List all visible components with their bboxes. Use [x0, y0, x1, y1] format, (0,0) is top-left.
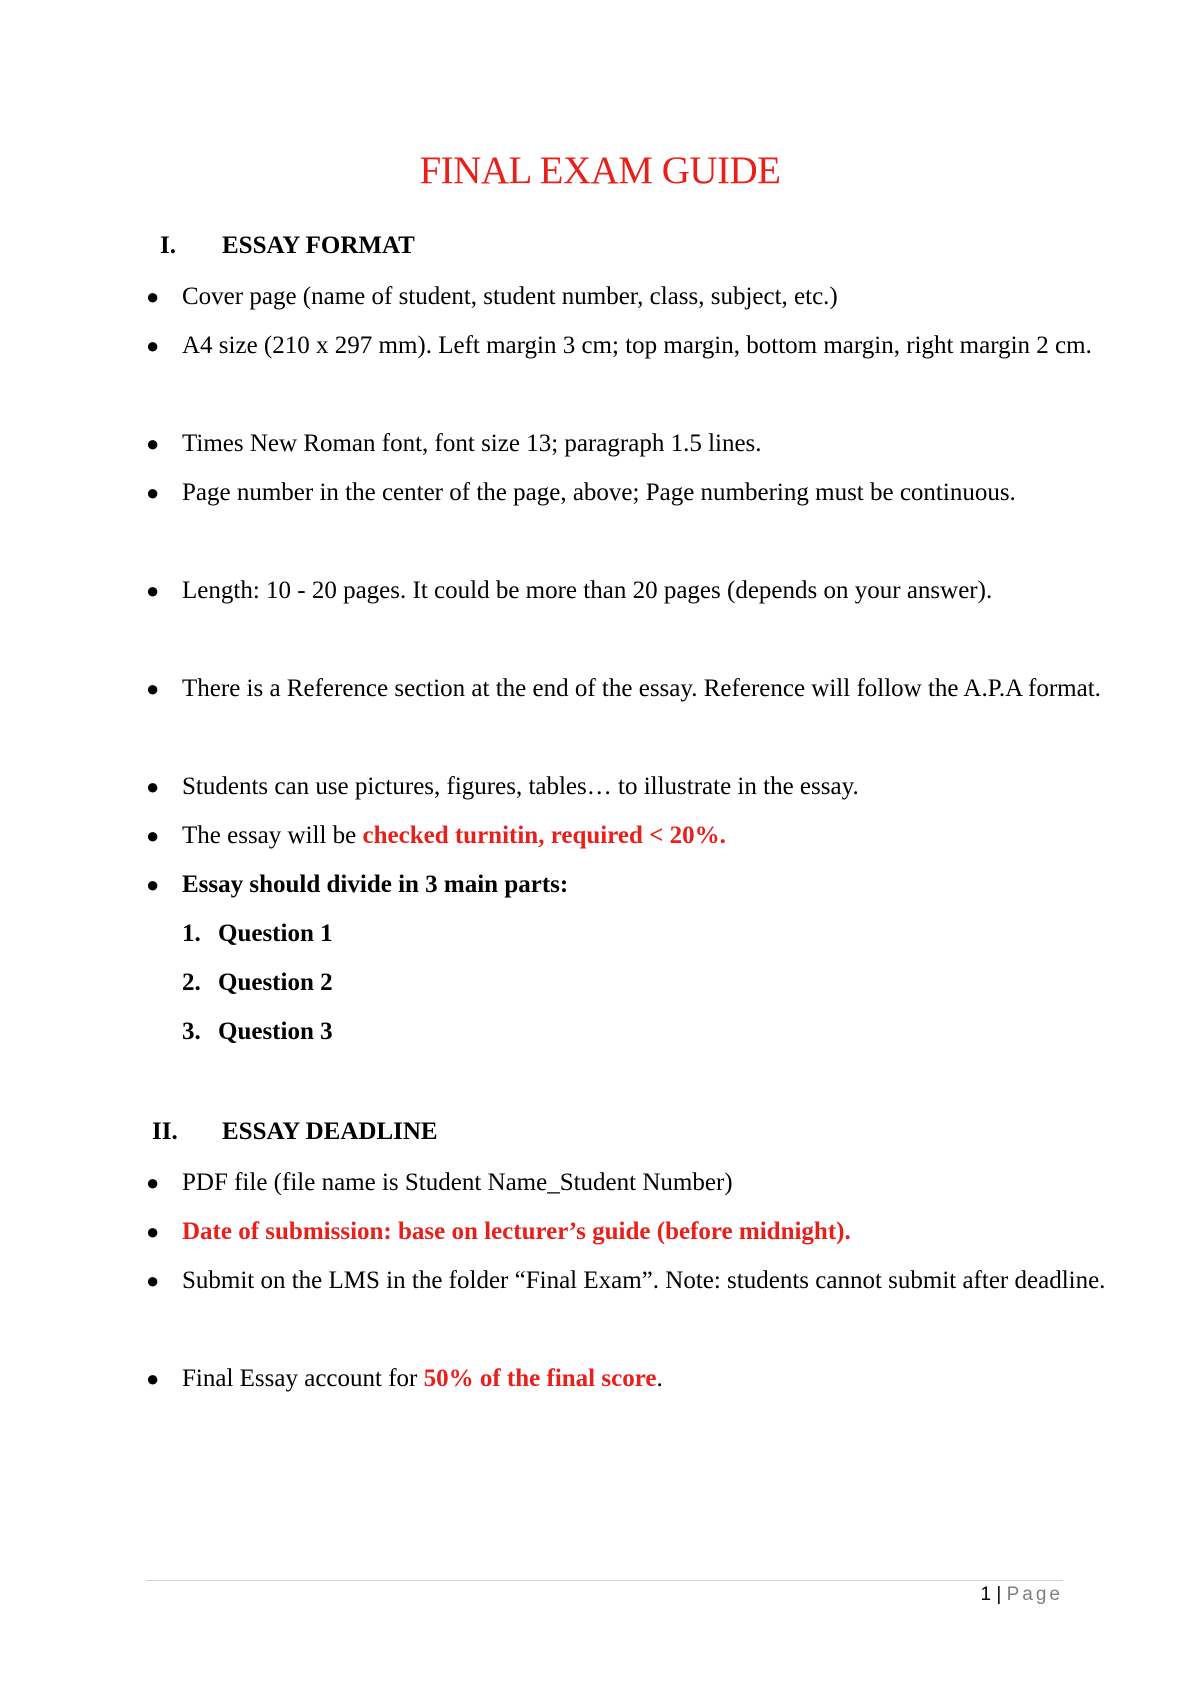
page-title: FINAL EXAM GUIDE — [419, 149, 781, 192]
section-number: I. — [160, 232, 176, 259]
bullet-icon: ● — [146, 333, 160, 358]
bullet-icon: ● — [146, 578, 160, 603]
list-item-text: Times New Roman font, font size 13; paragraph 1.5 lines. — [182, 430, 762, 457]
page-label: Page — [1006, 1584, 1063, 1605]
list-item-text: Cover page (name of student, student number, class, subject, etc.) — [182, 283, 838, 310]
list-item-text: Submit on the LMS in the folder “Final Exam”. Note: students cannot submit after deadline. — [182, 1267, 1106, 1294]
list-item-text — [182, 811, 1109, 860]
section-title: ESSAY FORMAT — [222, 232, 415, 259]
bullet-icon: ● — [146, 1268, 160, 1293]
bullet-icon: ● — [146, 823, 160, 848]
item-label: Question 1 — [218, 920, 333, 947]
turnitin-requirement: checked turnitin, required < 20%. — [362, 822, 726, 849]
list-item-prefix: Final Essay account for — [182, 1365, 424, 1392]
bullet-icon: ● — [146, 1170, 160, 1195]
list-item-text: A4 size (210 x 297 mm). Left margin 3 cm; top margin, bottom margin, right margin 2 cm. — [182, 332, 1092, 359]
score-weight: 50% of the final score — [423, 1365, 657, 1392]
bullet-icon: ● — [146, 774, 160, 799]
page-footer — [981, 1584, 1063, 1606]
bullet-icon: ● — [146, 431, 160, 456]
item-label: Question 2 — [218, 969, 333, 996]
submission-date-text: Date of submission: base on lecturer’s guide (before midnight). — [182, 1218, 851, 1245]
list-item-text: Page number in the center of the page, above; Page numbering must be continuous. — [182, 479, 1016, 506]
list-item-text: Students can use pictures, figures, tables… to illustrate in the essay. — [182, 773, 859, 800]
footer-separator: | — [996, 1584, 1002, 1605]
bullet-icon: ● — [146, 284, 160, 309]
page-number: 1 — [980, 1584, 992, 1605]
list-item-text: Essay should divide in 3 main parts: — [182, 871, 569, 898]
item-number: 1. — [182, 920, 201, 947]
list-item-prefix: The essay will be — [182, 822, 363, 849]
bullet-icon: ● — [146, 872, 160, 897]
list-item-suffix: . — [656, 1365, 663, 1392]
item-label: Question 3 — [218, 1018, 333, 1045]
section-title: ESSAY DEADLINE — [222, 1118, 438, 1145]
list-item-text — [182, 1354, 1109, 1403]
list-item-text: PDF file (file name is Student Name_Student Number) — [182, 1169, 733, 1196]
bullet-icon: ● — [146, 676, 160, 701]
item-number: 2. — [182, 969, 201, 996]
bullet-icon: ● — [146, 1366, 160, 1391]
list-item-text: Length: 10 - 20 pages. It could be more than 20 pages (depends on your answer). — [182, 577, 993, 604]
bullet-icon: ● — [146, 480, 160, 505]
item-number: 3. — [182, 1018, 201, 1045]
bullet-icon: ● — [146, 1219, 160, 1244]
section-number: II. — [152, 1118, 178, 1145]
footer-divider — [146, 1580, 1063, 1581]
list-item-text: There is a Reference section at the end of the essay. Reference will follow the A.P.A format. — [182, 675, 1101, 702]
